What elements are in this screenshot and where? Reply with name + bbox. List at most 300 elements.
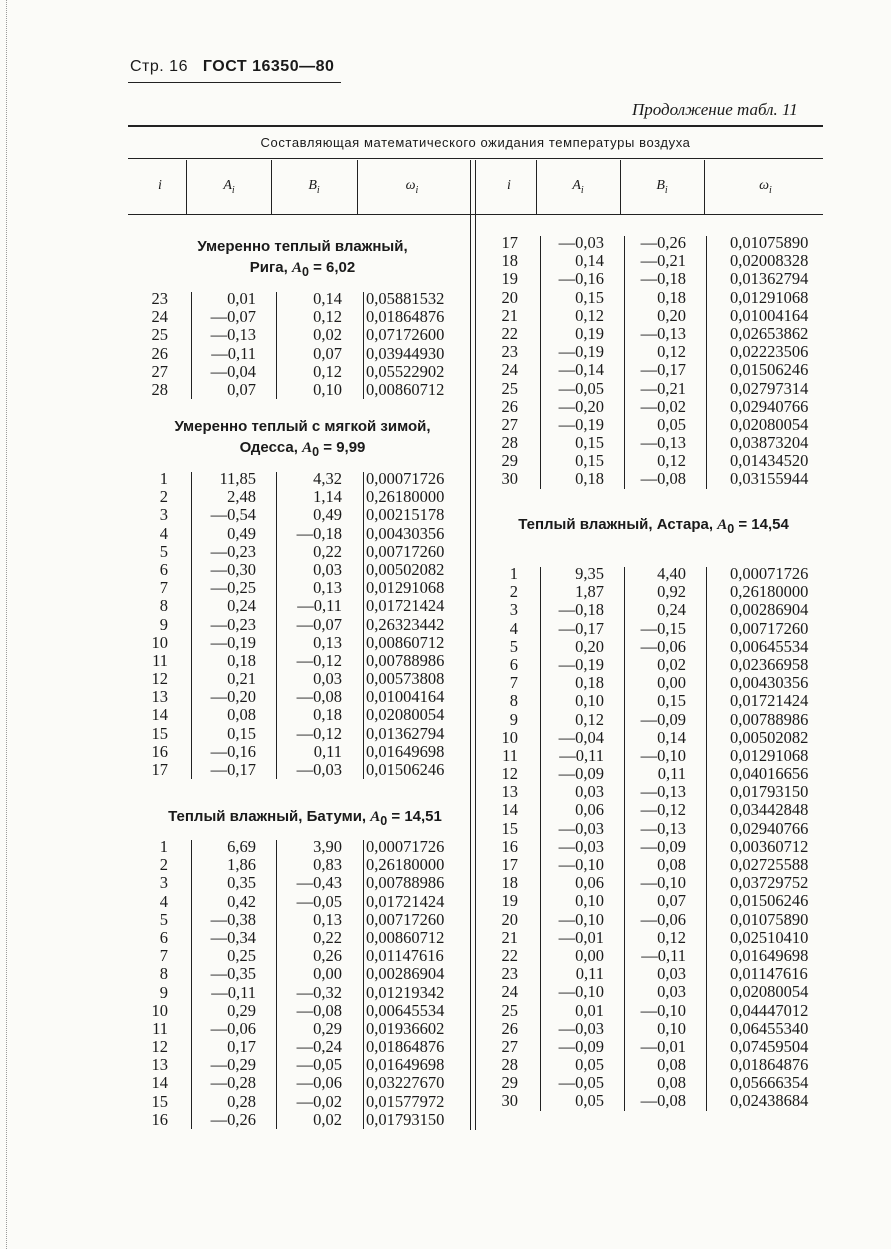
table-row <box>130 893 470 911</box>
row-index-cell: 13 <box>151 687 168 707</box>
a-coefficient-cell: —0,11 <box>211 343 256 363</box>
omega-cell: 0,01362794 <box>730 269 809 289</box>
b-coefficient-cell: —0,21 <box>640 251 686 271</box>
omega-cell: 0,00071726 <box>366 469 445 488</box>
omega-cell: 0,01649698 <box>366 741 445 761</box>
b-coefficient-cell: —0,26 <box>640 233 686 252</box>
b-coefficient-cell: 3,90 <box>313 837 342 856</box>
row-index-cell: 11 <box>152 1018 168 1038</box>
table-row <box>478 874 823 892</box>
table-row <box>478 380 823 398</box>
row-index-cell: 24 <box>501 982 518 1002</box>
table-row <box>478 1056 823 1074</box>
row-index-cell: 26 <box>501 1018 518 1038</box>
a-coefficient-cell: 0,12 <box>575 305 604 325</box>
omega-cell: 0,03944930 <box>366 343 445 363</box>
row-index-cell: 4 <box>159 523 168 543</box>
omega-cell: 0,02223506 <box>730 342 809 362</box>
table-row <box>130 1002 470 1020</box>
omega-cell: 0,02080054 <box>366 705 445 725</box>
a-coefficient-cell: 0,15 <box>575 451 604 471</box>
row-index-cell: 20 <box>501 909 518 929</box>
row-index-cell: 18 <box>501 251 518 271</box>
table-row <box>130 634 470 652</box>
b-coefficient-cell: —0,08 <box>640 1091 686 1111</box>
center-double-rule <box>470 160 471 1130</box>
a-coefficient-cell: —0,23 <box>210 614 256 634</box>
omega-cell: 0,03442848 <box>730 800 809 820</box>
omega-cell: 0,01147616 <box>730 964 808 984</box>
table-row <box>478 325 823 343</box>
omega-cell: 0,26323442 <box>366 614 445 634</box>
omega-cell: 0,00860712 <box>366 632 445 652</box>
b-coefficient-cell: 0,15 <box>657 691 686 711</box>
b-coefficient-cell: —0,32 <box>296 982 342 1002</box>
a-coefficient-cell: —0,03 <box>558 1018 604 1038</box>
row-index-cell: 10 <box>501 727 518 747</box>
omega-cell: 0,07459504 <box>730 1036 809 1056</box>
a-coefficient-cell: 0,18 <box>575 673 604 693</box>
omega-cell: 0,00430356 <box>366 523 445 543</box>
omega-cell: 0,00286904 <box>366 964 445 984</box>
data-block-riga <box>130 290 470 399</box>
a-coefficient-cell: —0,17 <box>558 618 604 638</box>
omega-cell: 0,01936602 <box>366 1018 445 1038</box>
omega-cell: 0,01004164 <box>366 687 445 707</box>
a-coefficient-cell: —0,30 <box>210 559 256 579</box>
a-coefficient-cell: 0,01 <box>575 1000 604 1020</box>
a-coefficient-cell: —0,10 <box>558 909 604 929</box>
omega-cell: 0,00788986 <box>366 650 445 670</box>
a-coefficient-cell: 0,10 <box>575 891 604 911</box>
row-index-cell: 12 <box>151 1037 168 1057</box>
row-index-cell: 5 <box>509 636 518 656</box>
header-divider <box>620 160 621 214</box>
a-coefficient-cell: 0,15 <box>575 433 604 453</box>
section-title-odessa: Умеренно теплый с мягкой зимой, Одесса, $A_0 = 9,99$ <box>174 418 431 459</box>
b-coefficient-cell: 0,11 <box>657 764 686 784</box>
a-coefficient-cell: —0,16 <box>558 269 604 289</box>
a-coefficient-cell: —0,09 <box>558 764 604 784</box>
row-index-cell: 8 <box>509 691 518 711</box>
table-row <box>478 434 823 452</box>
omega-cell: 0,04447012 <box>730 1000 809 1020</box>
omega-cell: 0,01219342 <box>366 982 445 1002</box>
a-coefficient-cell: 11,85 <box>219 469 256 488</box>
table-row <box>478 1038 823 1056</box>
b-coefficient-cell: —0,10 <box>640 873 686 893</box>
table-row <box>478 711 823 729</box>
a-coefficient-cell: —0,09 <box>558 1036 604 1056</box>
omega-cell: 0,03729752 <box>730 873 809 893</box>
row-index-cell: 28 <box>501 1055 518 1075</box>
column-separator <box>363 292 364 399</box>
a-coefficient-cell: —0,28 <box>210 1073 256 1093</box>
table-row <box>478 307 823 325</box>
a-coefficient-cell: —0,38 <box>210 909 256 929</box>
b-coefficient-cell: —0,18 <box>640 269 686 289</box>
b-coefficient-cell: —0,06 <box>640 636 686 656</box>
b-coefficient-cell: 0,02 <box>657 654 686 674</box>
b-coefficient-cell: —0,08 <box>296 1000 342 1020</box>
column-separator <box>191 472 192 779</box>
col-header-i: i <box>507 178 511 193</box>
omega-cell: 0,26180000 <box>366 487 445 507</box>
table-row <box>478 270 823 288</box>
table-row <box>130 381 470 399</box>
omega-cell: 0,00788986 <box>730 709 809 729</box>
table-row <box>130 965 470 983</box>
col-header-omega: $\omega_i$ <box>759 178 772 196</box>
a-coefficient-cell: —0,04 <box>210 361 256 381</box>
omega-cell: 0,02080054 <box>730 982 809 1002</box>
omega-cell: 0,02080054 <box>730 414 809 434</box>
a-coefficient-cell: 1,86 <box>227 855 256 875</box>
b-coefficient-cell: 4,40 <box>657 564 686 583</box>
a-coefficient-cell: 0,00 <box>575 945 604 965</box>
a-coefficient-cell: —0,35 <box>210 964 256 984</box>
table-row <box>478 692 823 710</box>
table-row <box>478 361 823 379</box>
row-index-cell: 19 <box>501 269 518 289</box>
b-coefficient-cell: 0,13 <box>313 578 342 598</box>
omega-cell: 0,00502082 <box>730 727 809 747</box>
table-row <box>478 638 823 656</box>
row-index-cell: 10 <box>151 1000 168 1020</box>
page-edge <box>0 0 7 1249</box>
row-index-cell: 16 <box>501 836 518 856</box>
row-index-cell: 27 <box>151 361 168 381</box>
b-coefficient-cell: 0,14 <box>313 289 342 308</box>
table-row <box>130 616 470 634</box>
b-coefficient-cell: 0,49 <box>313 505 342 525</box>
section-title-riga: Умеренно теплый влажный, Рига, $A_0 = 6,02$ <box>197 238 408 279</box>
row-index-cell: 21 <box>501 927 518 947</box>
col-header-b: $B_i$ <box>656 178 668 196</box>
omega-cell: 0,05881532 <box>366 289 445 308</box>
page-header <box>130 58 334 76</box>
b-coefficient-cell: 0,20 <box>657 305 686 325</box>
a-coefficient-cell: 0,06 <box>575 800 604 820</box>
a-coefficient-cell: —0,10 <box>558 982 604 1002</box>
table-continuation-label: Продолжение табл. 11 <box>632 100 798 119</box>
table-row <box>130 1020 470 1038</box>
b-coefficient-cell: 0,08 <box>657 855 686 874</box>
a-coefficient-cell: —0,19 <box>558 414 604 434</box>
omega-cell: 0,01075890 <box>730 909 809 929</box>
table-row <box>478 416 823 434</box>
omega-cell: 0,00430356 <box>730 673 809 693</box>
table-row <box>130 1056 470 1074</box>
page-number: Стр. 16 <box>130 58 188 75</box>
row-index-cell: 30 <box>501 469 518 489</box>
col-header-b: $B_i$ <box>308 178 320 196</box>
column-separator <box>191 292 192 399</box>
a-coefficient-cell: —0,05 <box>558 1073 604 1093</box>
caption-rule <box>128 158 823 159</box>
table-row <box>130 947 470 965</box>
table-row <box>130 579 470 597</box>
a-coefficient-cell: —0,03 <box>558 233 604 252</box>
b-coefficient-cell: 0,22 <box>313 927 342 947</box>
omega-cell: 0,00717260 <box>366 541 445 561</box>
omega-cell: 0,00071726 <box>366 837 445 856</box>
omega-cell: 0,03873204 <box>730 433 809 453</box>
row-index-cell: 10 <box>151 632 168 652</box>
omega-cell: 0,01291068 <box>730 287 809 307</box>
column-separator <box>276 840 277 1129</box>
table-row <box>130 290 470 308</box>
table-row <box>130 706 470 724</box>
row-index-cell: 23 <box>501 342 518 362</box>
table-row <box>478 620 823 638</box>
row-index-cell: 25 <box>501 1000 518 1020</box>
row-index-cell: 30 <box>501 1091 518 1111</box>
omega-cell: 0,02510410 <box>730 927 809 947</box>
table-row <box>478 747 823 765</box>
a-coefficient-cell: —0,25 <box>210 578 256 598</box>
b-coefficient-cell: —0,12 <box>640 800 686 820</box>
row-index-cell: 27 <box>501 1036 518 1056</box>
table-row <box>130 308 470 326</box>
table-caption: Составляющая математического ожидания температуры воздуха <box>260 135 691 150</box>
omega-cell: 0,26180000 <box>730 582 809 602</box>
row-index-cell: 16 <box>151 741 168 761</box>
table-row <box>130 761 470 779</box>
header-divider <box>271 160 272 214</box>
column-separator <box>706 236 707 489</box>
omega-cell: 0,01864876 <box>366 1037 445 1057</box>
table-row <box>478 765 823 783</box>
omega-cell: 0,01793150 <box>366 1109 445 1129</box>
header-divider <box>536 160 537 214</box>
b-coefficient-cell: —0,03 <box>296 760 342 779</box>
table-row <box>130 725 470 743</box>
row-index-cell: 22 <box>501 945 518 965</box>
a-coefficient-cell: 0,12 <box>575 709 604 729</box>
a-coefficient-cell: —0,19 <box>558 342 604 362</box>
row-index-cell: 3 <box>159 505 168 525</box>
row-index-cell: 22 <box>501 323 518 343</box>
row-index-cell: 27 <box>501 414 518 434</box>
table-row <box>130 1074 470 1092</box>
section-title-astara: Теплый влажный, Астара, $A_0 = 14,54$ <box>518 516 789 536</box>
b-coefficient-cell: 0,12 <box>657 927 686 947</box>
b-coefficient-cell: 0,29 <box>313 1018 342 1038</box>
a-coefficient-cell: 0,35 <box>227 873 256 893</box>
b-coefficient-cell: 0,00 <box>313 964 342 984</box>
b-coefficient-cell: —0,18 <box>296 523 342 543</box>
a-coefficient-cell: 0,10 <box>575 691 604 711</box>
a-coefficient-cell: —0,11 <box>211 982 256 1002</box>
a-coefficient-cell: —0,11 <box>559 745 604 765</box>
b-coefficient-cell: —0,13 <box>640 782 686 802</box>
row-index-cell: 4 <box>159 891 168 911</box>
omega-cell: 0,05522902 <box>366 361 445 381</box>
b-coefficient-cell: 0,26 <box>313 946 342 966</box>
omega-cell: 0,02366958 <box>730 654 809 674</box>
table-row <box>478 470 823 488</box>
omega-cell: 0,01506246 <box>730 360 809 380</box>
row-index-cell: 13 <box>501 782 518 802</box>
b-coefficient-cell: 0,18 <box>657 287 686 307</box>
omega-cell: 0,02797314 <box>730 378 809 398</box>
omega-cell: 0,00717260 <box>730 618 809 638</box>
row-index-cell: 29 <box>501 451 518 471</box>
table-row <box>478 820 823 838</box>
a-coefficient-cell: 0,21 <box>227 669 256 689</box>
omega-cell: 0,01291068 <box>366 578 445 598</box>
omega-cell: 0,02653862 <box>730 323 809 343</box>
row-index-cell: 5 <box>159 541 168 561</box>
table-row <box>130 911 470 929</box>
a-coefficient-cell: 0,14 <box>575 251 604 271</box>
omega-cell: 0,03227670 <box>366 1073 445 1093</box>
table-row <box>478 892 823 910</box>
omega-cell: 0,01864876 <box>730 1055 809 1075</box>
omega-cell: 0,00860712 <box>366 379 445 399</box>
row-index-cell: 17 <box>501 855 518 874</box>
a-coefficient-cell: 0,06 <box>575 873 604 893</box>
table-row <box>478 565 823 583</box>
row-index-cell: 13 <box>151 1055 168 1075</box>
a-coefficient-cell: —0,06 <box>210 1018 256 1038</box>
table-row <box>478 1020 823 1038</box>
a-coefficient-cell: —0,20 <box>558 396 604 416</box>
omega-cell: 0,01649698 <box>730 945 809 965</box>
omega-cell: 0,00502082 <box>366 559 445 579</box>
a-coefficient-cell: 0,05 <box>575 1091 604 1111</box>
a-coefficient-cell: 0,17 <box>227 1037 256 1057</box>
row-index-cell: 24 <box>151 307 168 327</box>
standard-number: ГОСТ 16350—80 <box>202 58 335 75</box>
omega-cell: 0,01291068 <box>730 745 809 765</box>
b-coefficient-cell: —0,07 <box>296 614 342 634</box>
b-coefficient-cell: —0,02 <box>296 1091 342 1111</box>
row-index-cell: 8 <box>159 596 168 616</box>
table-row <box>130 597 470 615</box>
row-index-cell: 1 <box>159 469 168 488</box>
row-index-cell: 12 <box>501 764 518 784</box>
b-coefficient-cell: —0,13 <box>640 323 686 343</box>
a-coefficient-cell: 6,69 <box>227 837 256 856</box>
b-coefficient-cell: —0,05 <box>296 891 342 911</box>
b-coefficient-cell: —0,09 <box>640 836 686 856</box>
table-row <box>478 674 823 692</box>
table-row <box>478 234 823 252</box>
table-row <box>130 838 470 856</box>
omega-cell: 0,01721424 <box>366 596 445 616</box>
row-index-cell: 1 <box>509 564 518 583</box>
row-index-cell: 12 <box>151 669 168 689</box>
omega-cell: 0,00860712 <box>366 927 445 947</box>
omega-cell: 0,00286904 <box>730 600 809 620</box>
table-row <box>478 856 823 874</box>
header-underline <box>128 82 341 83</box>
a-coefficient-cell: —0,01 <box>558 927 604 947</box>
row-index-cell: 3 <box>509 600 518 620</box>
table-row <box>130 525 470 543</box>
omega-cell: 0,00645534 <box>366 1000 445 1020</box>
row-index-cell: 2 <box>509 582 518 602</box>
row-index-cell: 6 <box>159 559 168 579</box>
row-index-cell: 8 <box>159 964 168 984</box>
b-coefficient-cell: 0,12 <box>657 342 686 362</box>
row-index-cell: 7 <box>159 578 168 598</box>
b-coefficient-cell: —0,01 <box>640 1036 686 1056</box>
table-row <box>478 452 823 470</box>
omega-cell: 0,02438684 <box>730 1091 809 1111</box>
a-coefficient-cell: —0,23 <box>210 541 256 561</box>
table-row <box>478 783 823 801</box>
b-coefficient-cell: 0,00 <box>657 673 686 693</box>
omega-cell: 0,26180000 <box>366 855 445 875</box>
omega-cell: 0,04016656 <box>730 764 809 784</box>
a-coefficient-cell: —0,10 <box>558 855 604 874</box>
omega-cell: 0,01506246 <box>366 760 445 779</box>
row-index-cell: 28 <box>501 433 518 453</box>
table-row <box>130 743 470 761</box>
table-row <box>478 1092 823 1110</box>
row-index-cell: 23 <box>151 289 168 308</box>
a-coefficient-cell: —0,07 <box>210 307 256 327</box>
a-coefficient-cell: —0,19 <box>210 632 256 652</box>
row-index-cell: 25 <box>151 325 168 345</box>
table-row <box>478 343 823 361</box>
col-header-omega: $\omega_i$ <box>405 178 419 196</box>
a-coefficient-cell: —0,34 <box>210 927 256 947</box>
row-index-cell: 4 <box>509 618 518 638</box>
table-row <box>478 252 823 270</box>
row-index-cell: 9 <box>159 614 168 634</box>
row-index-cell: 29 <box>501 1073 518 1093</box>
column-separator <box>363 840 364 1129</box>
row-index-cell: 9 <box>159 982 168 1002</box>
data-block-batumi <box>130 838 470 1129</box>
table-row <box>130 688 470 706</box>
b-coefficient-cell: 0,13 <box>313 909 342 929</box>
b-coefficient-cell: 0,08 <box>657 1073 686 1093</box>
omega-cell: 0,01434520 <box>730 451 809 471</box>
b-coefficient-cell: 0,08 <box>657 1055 686 1075</box>
a-coefficient-cell: —0,04 <box>558 727 604 747</box>
b-coefficient-cell: 0,13 <box>313 632 342 652</box>
a-coefficient-cell: 0,11 <box>575 964 604 984</box>
omega-cell: 0,01506246 <box>730 891 809 911</box>
a-coefficient-cell: 0,15 <box>227 723 256 743</box>
omega-cell: 0,00717260 <box>366 909 445 929</box>
row-index-cell: 15 <box>151 1091 168 1111</box>
omega-cell: 0,01721424 <box>730 691 809 711</box>
table-row <box>130 1111 470 1129</box>
table-row <box>478 583 823 601</box>
a-coefficient-cell: 0,20 <box>575 636 604 656</box>
b-coefficient-cell: —0,12 <box>296 650 342 670</box>
table-row <box>130 345 470 363</box>
table-row <box>478 965 823 983</box>
row-index-cell: 17 <box>151 760 168 779</box>
omega-cell: 0,01649698 <box>366 1055 445 1075</box>
b-coefficient-cell: —0,08 <box>640 469 686 489</box>
col-header-a: $A_i$ <box>223 178 235 196</box>
b-coefficient-cell: 0,07 <box>657 891 686 911</box>
b-coefficient-cell: 0,12 <box>657 451 686 471</box>
b-coefficient-cell: —0,10 <box>640 745 686 765</box>
b-coefficient-cell: 0,10 <box>657 1018 686 1038</box>
b-coefficient-cell: 0,02 <box>313 1109 342 1129</box>
a-coefficient-cell: 0,05 <box>575 1055 604 1075</box>
omega-cell: 0,02725588 <box>730 855 809 874</box>
